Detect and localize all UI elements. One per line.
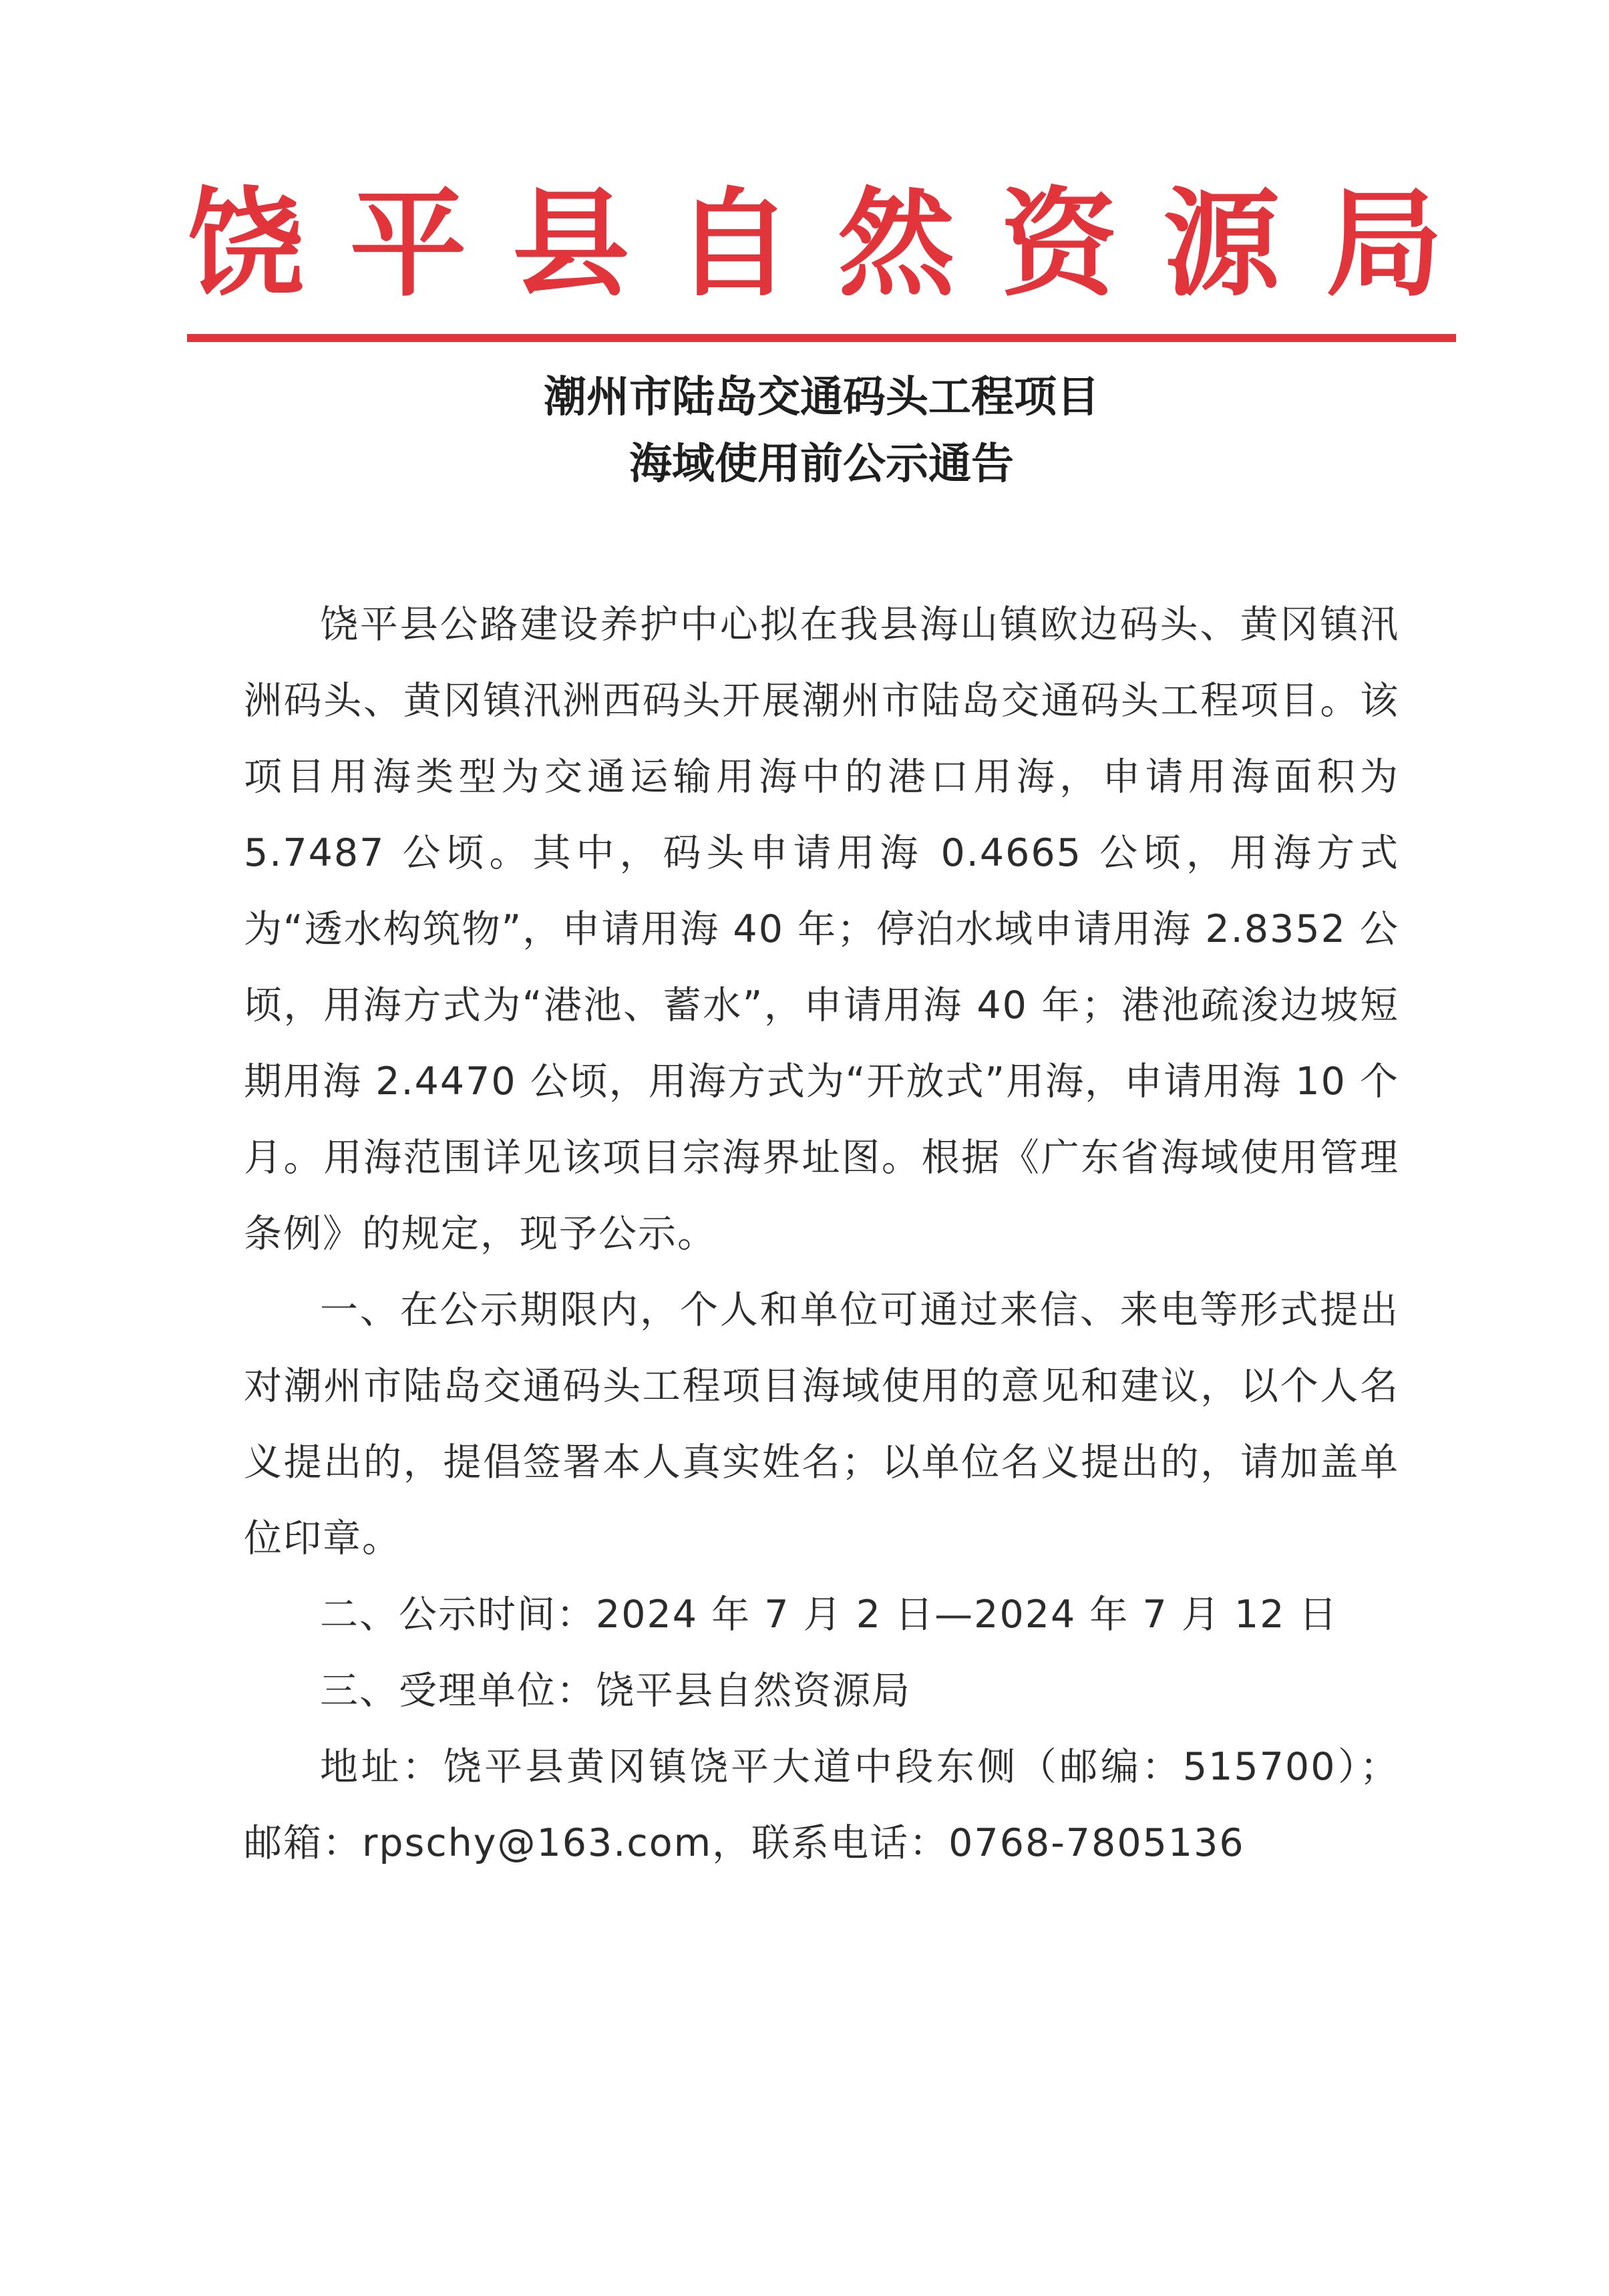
masthead-char: 饶	[187, 175, 304, 313]
masthead-char: 自	[675, 175, 792, 313]
intro-paragraph: 饶平县公路建设养护中心拟在我县海山镇欧边码头、黄冈镇汛洲码头、黄冈镇汛洲西码头开展潮州市陆岛交通码头工程项目。该项目用海类型为交通运输用海中的港口用海，申请用海面积为 5.7487 公顷。其中，码头申请用海 0.4665 公顷，用海方式为“透水构筑物”，申请用海 40 年；停泊水域申请用海 2.8352 公顷，用海方式为“港池、蓄水”，申请用海 40 年；港池疏浚边坡短期用海 2.4470 公顷，用海方式为“开放式”用海，申请用海 10 个月。用海范围详见该项目宗海界址图。根据《广东省海域使用管理条例》的规定，现予公示。	[244, 603, 1399, 1256]
item-one-paragraph: 一、在公示期限内，个人和单位可通过来信、来电等形式提出对潮州市陆岛交通码头工程项目海域使用的意见和建议，以个人名义提出的，提倡签署本人真实姓名；以单位名义提出的，请加盖单位印章。	[244, 1288, 1399, 1561]
agency-masthead	[187, 170, 1443, 317]
notice-period-paragraph: 二、公示时间：2024 年 7 月 2 日—2024 年 7 月 12 日	[320, 1593, 1338, 1637]
masthead-divider	[187, 334, 1456, 342]
masthead-char: 县	[512, 175, 630, 313]
title-line-1: 潮州市陆岛交通码头工程项目	[544, 373, 1099, 422]
masthead-char: 源	[1163, 175, 1280, 313]
title-line-2: 海域使用前公示通告	[629, 440, 1014, 489]
accepting-unit-paragraph: 三、受理单位：饶平县自然资源局	[320, 1669, 911, 1713]
notice-body	[244, 587, 1399, 1881]
masthead-char: 平	[349, 175, 467, 313]
masthead-char: 然	[838, 175, 955, 313]
masthead-char: 资	[1000, 175, 1117, 313]
contact-paragraph: 地址：饶平县黄冈镇饶平大道中段东侧（邮编：515700）；邮箱：rpschy@163.com，联系电话：0768-7805136	[244, 1745, 1399, 1865]
notice-title	[187, 364, 1456, 498]
masthead-char: 局	[1325, 175, 1443, 313]
